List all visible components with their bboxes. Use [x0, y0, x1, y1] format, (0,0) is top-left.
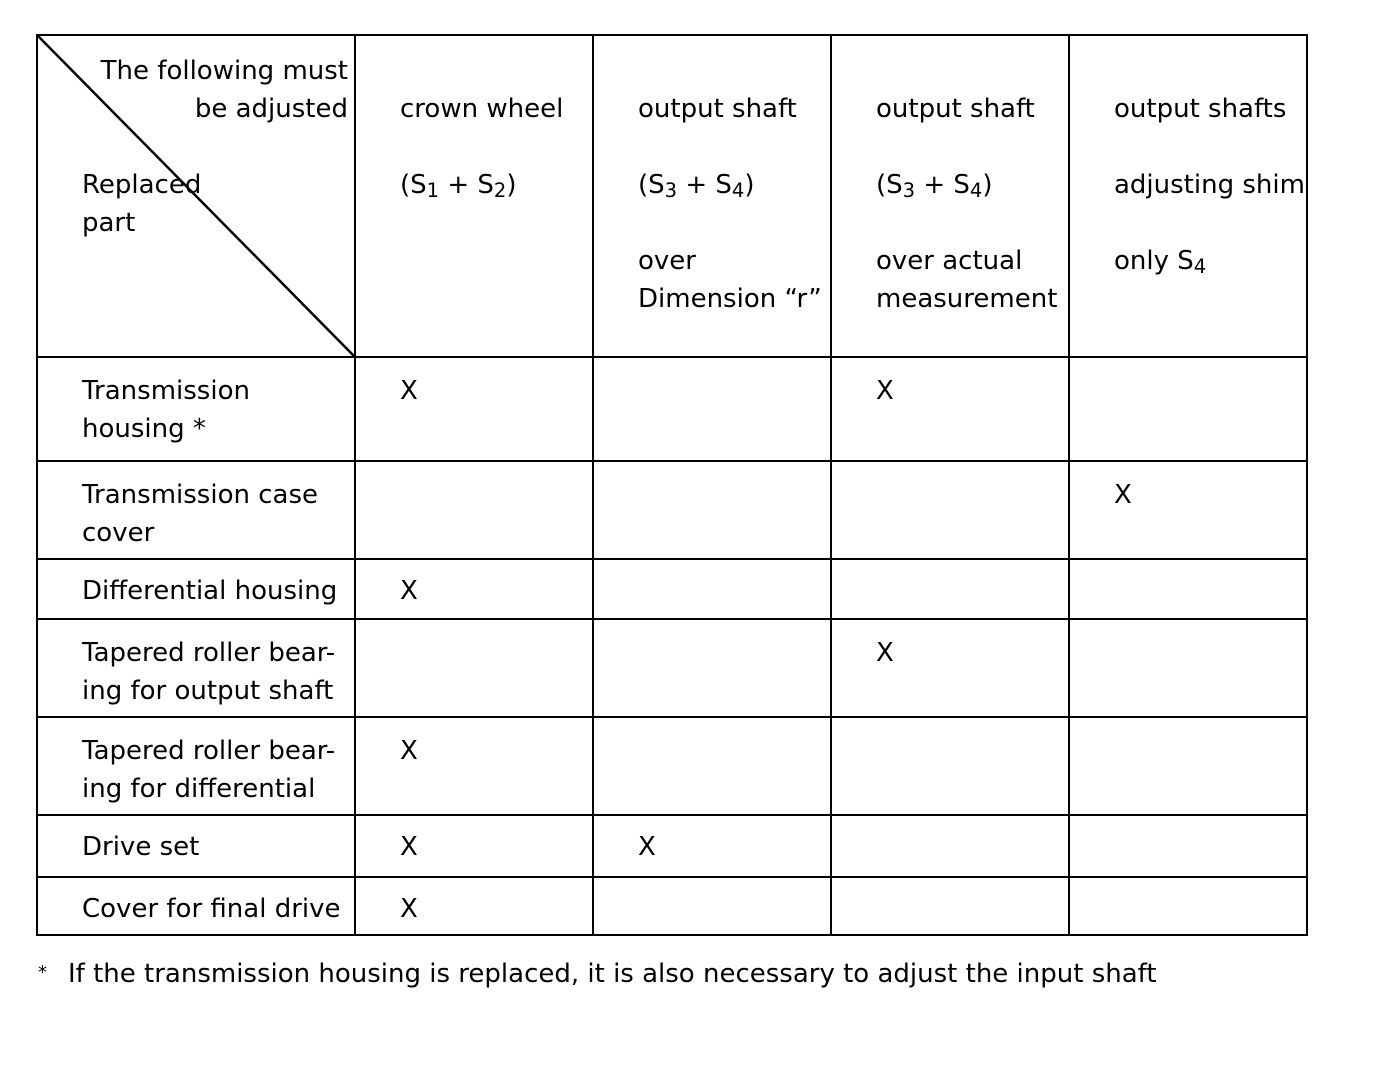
table-cell: X: [355, 877, 593, 935]
table-cell: [1069, 559, 1307, 619]
table-cell: [593, 717, 831, 815]
row-label: Drive set: [37, 815, 355, 877]
table-cell: X: [1069, 461, 1307, 559]
table-cell: X: [355, 559, 593, 619]
table-cell: X: [355, 815, 593, 877]
header-row: [37, 35, 1307, 357]
table-row: [37, 559, 1307, 619]
table-row: [37, 877, 1307, 935]
adjustment-table: [36, 34, 1308, 936]
table-row: [37, 357, 1307, 461]
table-cell: [831, 461, 1069, 559]
footnote-marker: *: [38, 962, 47, 983]
column-header-crown-wheel: crown wheel $(S_1 + S_2)$: [355, 35, 593, 357]
table-cell: [593, 461, 831, 559]
table-cell: X: [831, 357, 1069, 461]
footnote: [38, 954, 1157, 993]
row-label: Tapered roller bear- ing for output shaft: [37, 619, 355, 717]
table-cell: [355, 619, 593, 717]
table-cell: [1069, 815, 1307, 877]
table-cell: [831, 815, 1069, 877]
table-cell: [831, 559, 1069, 619]
replaced-part-caption: Replaced part: [82, 170, 202, 238]
table-row: [37, 461, 1307, 559]
table-cell: [593, 877, 831, 935]
corner-header-cell: [37, 35, 355, 357]
table-cell: [593, 559, 831, 619]
table-row: [37, 815, 1307, 877]
table-row: [37, 717, 1307, 815]
row-label: Transmission housing *: [37, 357, 355, 461]
row-label: Tapered roller bear- ing for differential: [37, 717, 355, 815]
column-header-output-shaft-measurement: output shaft $(S_3 + S_4)$ over actual measurement: [831, 35, 1069, 357]
table-cell: [1069, 877, 1307, 935]
footnote-text: If the transmission housing is replaced, it is also necessary to adjust the input shaft: [68, 959, 1157, 989]
row-label: Differential housing: [37, 559, 355, 619]
column-header-adjusting-shim: output shafts adjusting shim only $S_4$: [1069, 35, 1307, 357]
adjusted-caption: The following must be adjusted: [100, 56, 348, 124]
row-label: Cover for final drive: [37, 877, 355, 935]
table-cell: X: [593, 815, 831, 877]
table-cell: X: [355, 717, 593, 815]
table-row: [37, 619, 1307, 717]
row-label: Transmission case cover: [37, 461, 355, 559]
table-cell: [1069, 619, 1307, 717]
column-header-output-shaft-dimension: output shaft $(S_3 + S_4)$ over Dimension “r”: [593, 35, 831, 357]
table-cell: X: [355, 357, 593, 461]
table-cell: [831, 717, 1069, 815]
table-cell: [1069, 717, 1307, 815]
table-cell: [593, 357, 831, 461]
table-cell: [593, 619, 831, 717]
table-cell: [1069, 357, 1307, 461]
table-cell: [355, 461, 593, 559]
table-cell: X: [831, 619, 1069, 717]
table-cell: [831, 877, 1069, 935]
